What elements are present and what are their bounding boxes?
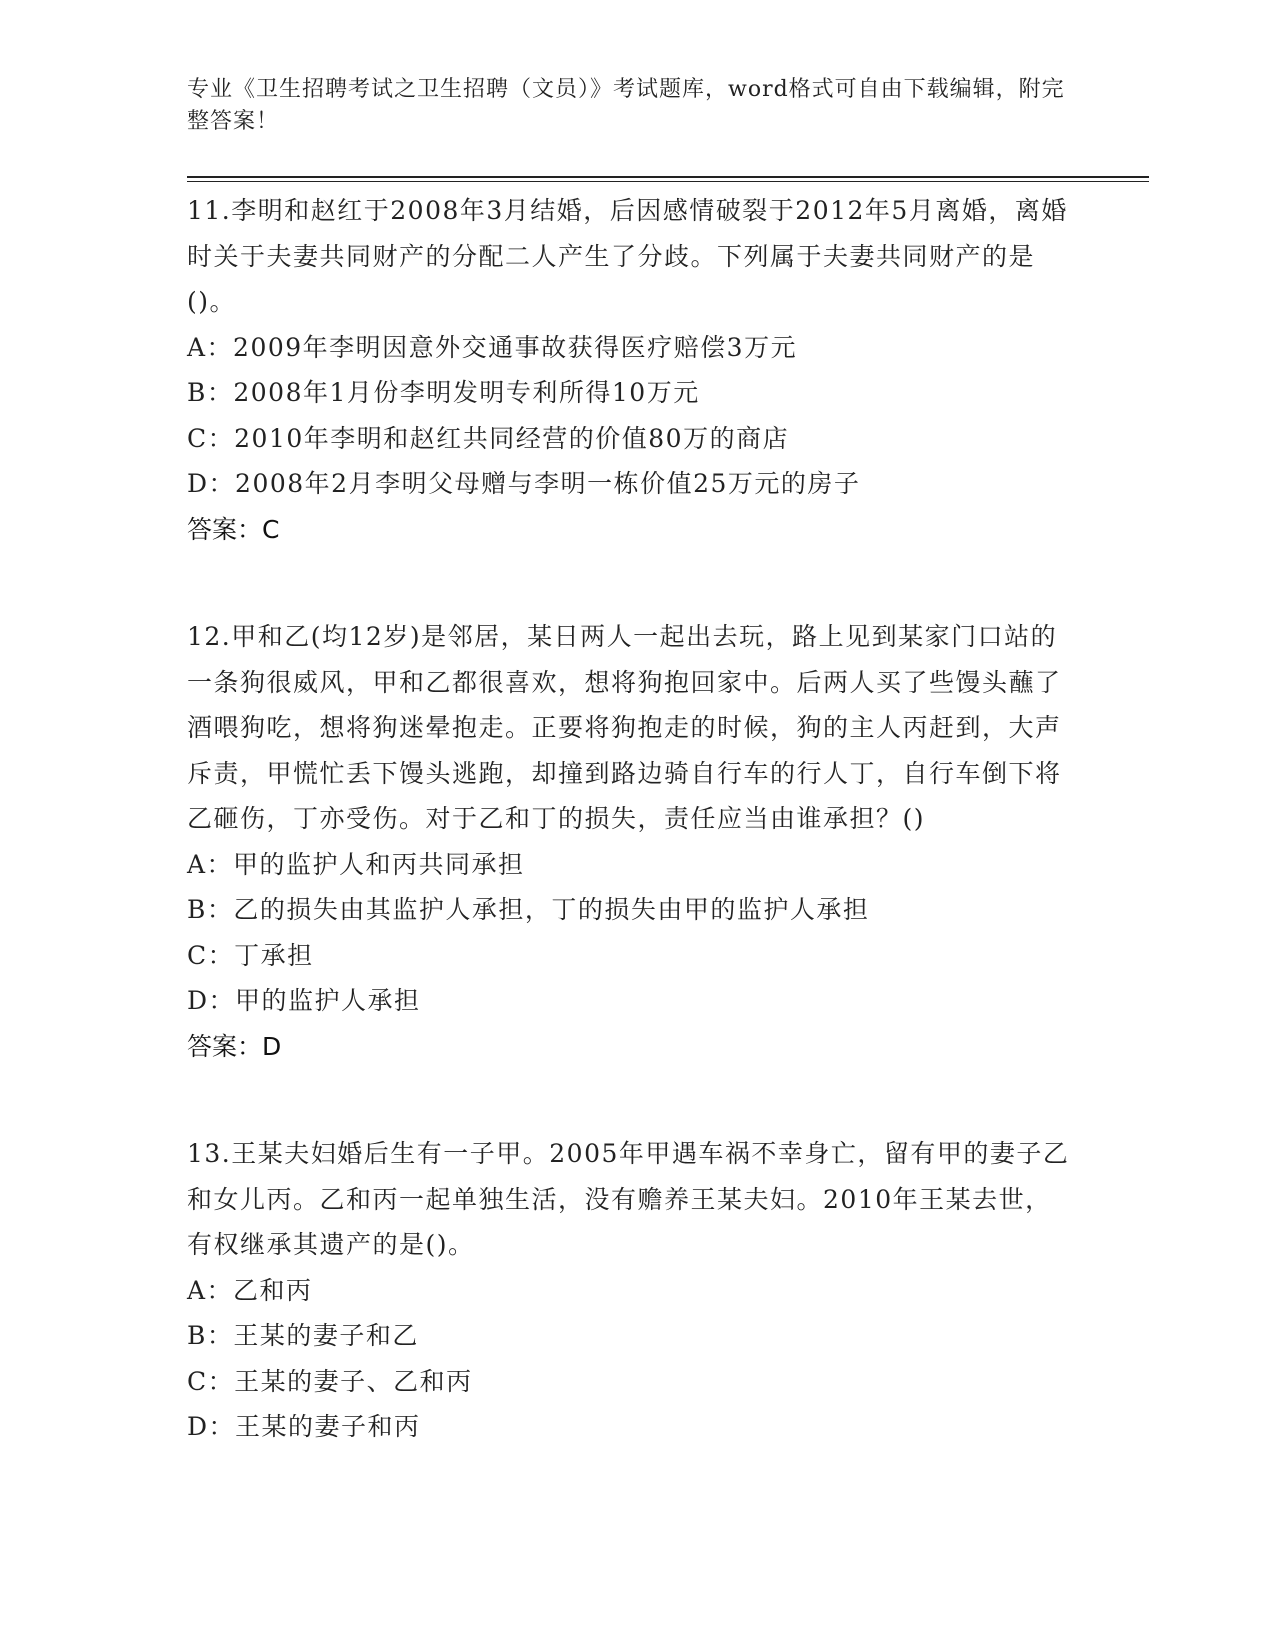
answer-label: 答案：C xyxy=(187,514,280,544)
question-spacer xyxy=(187,1069,1087,1131)
header-rule-thin xyxy=(187,181,1149,182)
option-c: C：丁承担 xyxy=(187,940,314,970)
option-d: D：2008年2月李明父母赠与李明一栋价值25万元的房子 xyxy=(187,469,861,498)
question-spacer xyxy=(187,552,1087,614)
question-stem: 11.李明和赵红于2008年3月结婚，后因感情破裂于2012年5月离婚，离婚时关于夫妻共同财产的分配二人产生了分歧。下列属于夫妻共同财产的是()。 xyxy=(187,196,1068,316)
document-header: 专业《卫生招聘考试之卫生招聘（文员）》考试题库，word格式可自由下载编辑，附完整答案！ xyxy=(187,77,1065,134)
option-b: B：2008年1月份李明发明专利所得10万元 xyxy=(187,378,700,407)
question-stem: 13.王某夫妇婚后生有一子甲。2005年甲遇车祸不幸身亡，留有甲的妻子乙和女儿丙。乙和丙一起单独生活，没有赡养王某夫妇。2010年王某去世，有权继承其遗产的是()。 xyxy=(187,1139,1070,1259)
question-11 xyxy=(187,188,1087,552)
option-a: A：2009年李明因意外交通事故获得医疗赔偿3万元 xyxy=(187,332,798,362)
question-12 xyxy=(187,614,1087,1069)
option-d: D：王某的妻子和丙 xyxy=(187,1412,421,1441)
question-stem: 12.甲和乙(均12岁)是邻居，某日两人一起出去玩，路上见到某家门口站的一条狗很威风，甲和乙都很喜欢，想将狗抱回家中。后两人买了些馒头蘸了酒喂狗吃，想将狗迷晕抱走。正要将狗抱走的时候，狗的主人丙赶到，大声斥责，甲慌忙丢下馒头逃跑，却撞到路边骑自行车的行人丁，自行车倒下将乙砸伤，丁亦受伤。对于乙和丁的损失，责任应当由谁承担？() xyxy=(187,622,1062,833)
option-c: C：王某的妻子、乙和丙 xyxy=(187,1366,473,1396)
option-a: A：甲的监护人和丙共同承担 xyxy=(187,849,525,879)
option-d: D：甲的监护人承担 xyxy=(187,986,421,1015)
option-a: A：乙和丙 xyxy=(187,1275,313,1305)
question-13 xyxy=(187,1131,1087,1450)
option-c: C：2010年李明和赵红共同经营的价值80万的商店 xyxy=(187,423,790,453)
answer-label: 答案：D xyxy=(187,1031,282,1061)
header-rule-thick xyxy=(187,176,1149,178)
question-list xyxy=(187,188,1087,1450)
option-b: B：王某的妻子和乙 xyxy=(187,1321,419,1350)
option-b: B：乙的损失由其监护人承担，丁的损失由甲的监护人承担 xyxy=(187,895,870,924)
